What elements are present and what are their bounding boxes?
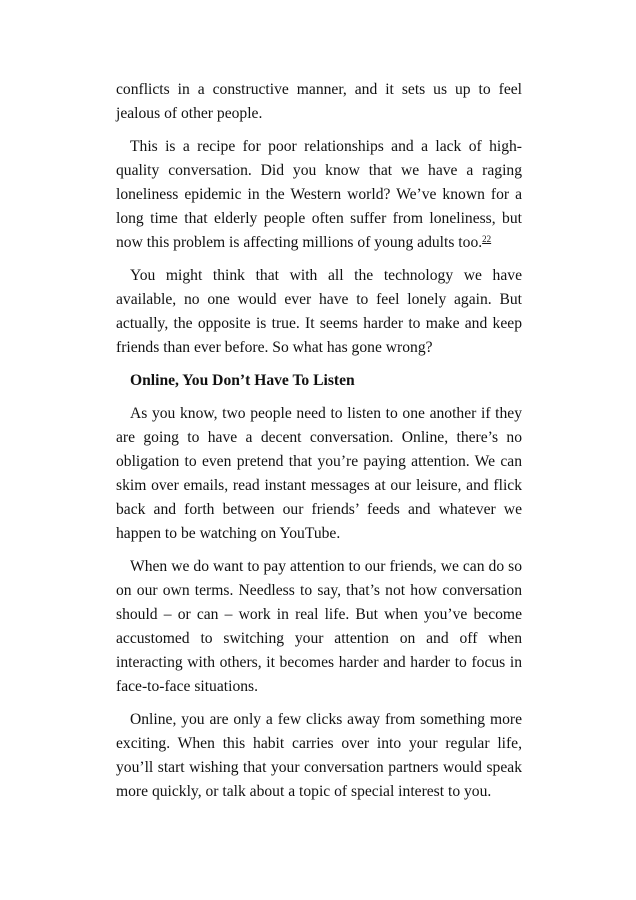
page-body bbox=[116, 78, 522, 813]
paragraph-loneliness bbox=[116, 135, 522, 255]
paragraph-loneliness-text: This is a recipe for poor relationships and a lack of high-quality conversation. Did you know that we have a raging loneliness epidemic in the Western world? We’ve known for a long time that elderly people often suffer from loneliness, but now this problem is affecting millions of young adults too. bbox=[116, 138, 522, 251]
paragraph-listening: As you know, two people need to listen to one another if they are going to have a decent conversation. Online, there’s no obligation to even pretend that you’re paying attention. We can skim over emails, read instant messages at our leisure, and flick back and forth between our friends’ feeds and whatever we happen to be watching on YouTube. bbox=[116, 405, 522, 542]
paragraph-technology: You might think that with all the technology we have available, no one would ever have to feel lonely again. But actually, the opposite is true. It seems harder to make and keep friends than ever before. So what has gone wrong? bbox=[116, 267, 522, 356]
paragraph-attention: When we do want to pay attention to our friends, we can do so on our own terms. Needless to say, that’s not how conversation should – or can – work in real life. But when you’ve become accustomed to switching your attention on and off when interacting with others, it becomes harder and harder to focus in face-to-face situations. bbox=[116, 558, 522, 695]
paragraph-clicks: Online, you are only a few clicks away from something more exciting. When this habit carries over into your regular life, you’ll start wishing that your conversation partners would speak more quickly, or talk about a topic of special interest to you. bbox=[116, 711, 522, 800]
section-heading: Online, You Don’t Have To Listen bbox=[130, 372, 355, 389]
footnote-reference[interactable]: 22 bbox=[482, 234, 492, 244]
paragraph-continuation: conflicts in a constructive manner, and it sets us up to feel jealous of other people. bbox=[116, 81, 522, 122]
